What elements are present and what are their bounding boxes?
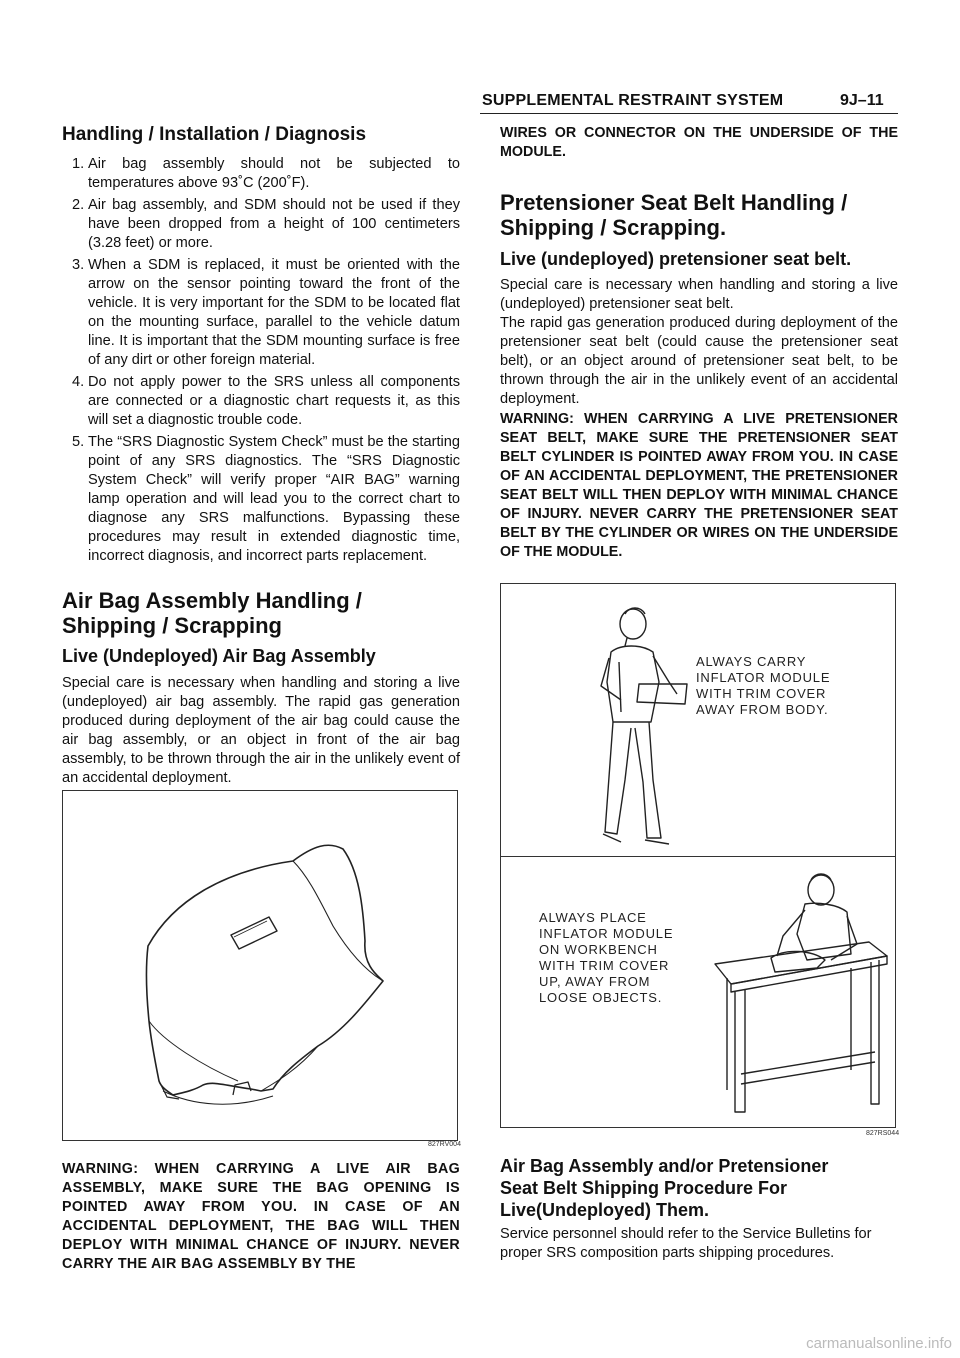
- warning-pretensioner: WARNING: WHEN CARRYING A LIVE PRETENSIONER SEAT BELT, MAKE SURE THE PRETENSIONER SEAT BELT CYLINDER IS POINTED AWAY FROM YOU. IN CASE OF AN ACCIDENTAL DEPLOYMENT, THE PRETENSIONER SEAT BELT WILL THEN DEPLOY WITH MINIMAL CHANCE OF INJURY. NEVER CARRY THE PRETENSIONER SEAT BELT BY THE CYLINDER OR WIRES ON THE UNDERSIDE OF THE MODULE.: [500, 411, 898, 560]
- watermark: carmanualsonline.info: [806, 1335, 952, 1352]
- warning-airbag: WARNING: WHEN CARRYING A LIVE AIR BAG ASSEMBLY, MAKE SURE THE BAG OPENING IS POINTED AWAY FROM YOU. IN CASE OF AN ACCIDENTAL DEPLOYMENT, THE BAG WILL THEN DEPLOY WITH MINIMAL CHANCE OF INJURY. NEVER CARRY THE AIR BAG ASSEMBLY BY THE: [62, 1161, 460, 1272]
- pretensioner-heading: Pretensioner Seat Belt Handling / Shipping / Scrapping.: [500, 190, 848, 240]
- list-item: 1. Air bag assembly should not be subjected to temperatures above 93˚C (200˚F).: [72, 156, 460, 191]
- workbench-illustration: [701, 864, 891, 1124]
- figure-code-2: 827RS044: [866, 1130, 900, 1137]
- handling-list: [62, 155, 460, 569]
- shipping-body: Service personnel should refer to the Service Bulletins for proper SRS composition parts shipping procedures.: [500, 1226, 872, 1261]
- figure-code: 827RV004: [428, 1141, 461, 1148]
- handling-figure: [500, 583, 896, 1128]
- page-number: 9J–11: [840, 92, 884, 109]
- airbag-module-illustration: [63, 791, 457, 1140]
- person-carrying-illustration: [581, 602, 721, 852]
- airbag-figure: [62, 790, 458, 1141]
- airbag-heading: Air Bag Assembly Handling / Shipping / Scrapping: [62, 588, 362, 638]
- handling-heading: Handling / Installation / Diagnosis: [62, 124, 367, 145]
- list-item: 4. Do not apply power to the SRS unless all components are connected or a diagnostic chart requests it, as this will set a diagnostic trouble code.: [72, 374, 460, 428]
- list-item: 5. The “SRS Diagnostic System Check” must be the starting point of any SRS diagnostics. The “SRS Diagnostic System Check” will verify proper “AIR BAG” warning lamp operation and will lead you to the correct chart to diagnose any SRS malfunctions. Bypassing these procedures may result in extended diagnostic time, incorrect diagnosis, and incorrect parts replacement.: [72, 434, 460, 564]
- live-body: Special care is necessary when handling and storing a live (undeployed) air bag assembly. The rapid gas generation produced during deployment of the air bag could cause the air bag assembly, or an object in front of the air bag assembly, to be thrown through the air in the unlikely event of an accidental deployment.: [62, 675, 460, 786]
- shipping-heading: Air Bag Assembly and/or Pretensioner Seat Belt Shipping Procedure For Live(Undeployed) Them.: [500, 1156, 829, 1220]
- callout-place: ALWAYS PLACE INFLATOR MODULE ON WORKBENCH WITH TRIM COVER UP, AWAY FROM LOOSE OBJECTS.: [539, 910, 674, 1005]
- callout-carry: ALWAYS CARRY INFLATOR MODULE WITH TRIM COVER AWAY FROM BODY.: [696, 654, 831, 717]
- list-item: 2. Air bag assembly, and SDM should not be used if they have been dropped from a height of 100 centimeters (3.28 feet) or more.: [72, 197, 460, 251]
- header-rule: [480, 113, 898, 114]
- list-item: 3. When a SDM is replaced, it must be oriented with the arrow on the sensor pointing toward the front of the vehicle. It is very important for the SDM to be located flat on the mounting surface, parallel to the vehicle datum line. It is important that the SDM mounting surface is free of any dirt or other foreign material.: [72, 257, 460, 368]
- live-pretensioner-body-1: Special care is necessary when handling and storing a live (undeployed) pretensioner seat belt.: [500, 277, 898, 312]
- live-pretensioner-body-2: The rapid gas generation produced during deployment of the pretensioner seat belt (could cause the pretensioner seat belt), or an object around of pretensioner seat belt, to be thrown through the air in the unlikely event of an accidental deployment.: [500, 315, 898, 407]
- warning-airbag-continued: WIRES OR CONNECTOR ON THE UNDERSIDE OF THE MODULE.: [500, 125, 898, 160]
- live-pretensioner-heading: Live (undeployed) pretensioner seat belt.: [500, 249, 852, 269]
- live-heading: Live (Undeployed) Air Bag Assembly: [62, 646, 376, 666]
- figure-divider: [501, 856, 895, 857]
- section-title: SUPPLEMENTAL RESTRAINT SYSTEM: [482, 92, 784, 109]
